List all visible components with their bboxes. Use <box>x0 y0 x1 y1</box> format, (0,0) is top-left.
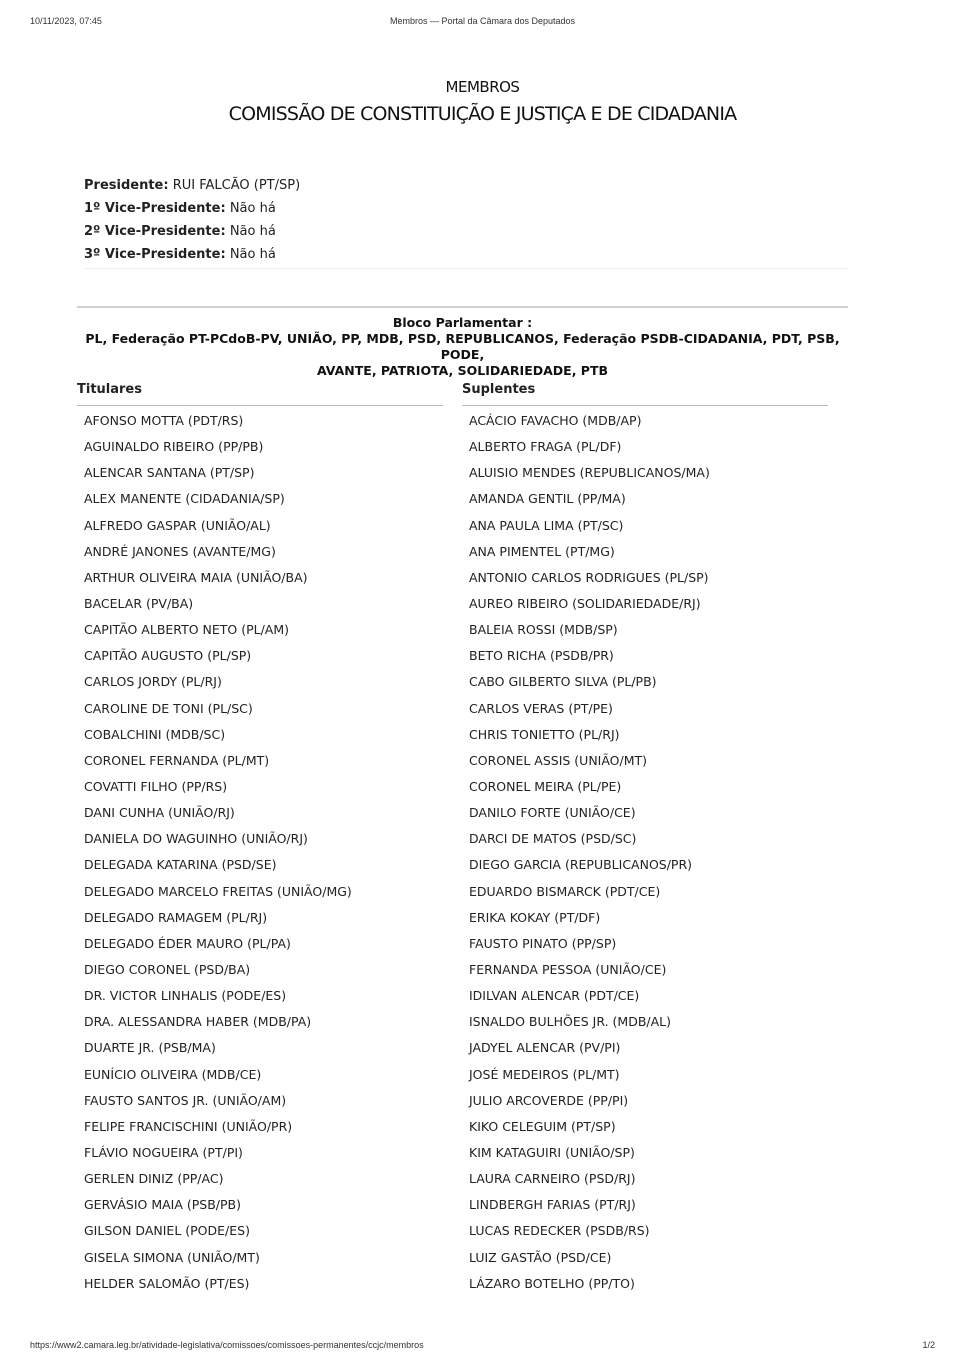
member-item[interactable]: CABO GILBERTO SILVA (PL/PB) <box>469 674 657 690</box>
member-item[interactable]: DUARTE JR. (PSB/MA) <box>84 1040 216 1056</box>
member-item[interactable]: AGUINALDO RIBEIRO (PP/PB) <box>84 439 264 455</box>
bloc-divider <box>77 306 848 308</box>
member-item[interactable]: ANDRÉ JANONES (AVANTE/MG) <box>84 543 276 559</box>
member-item[interactable]: DRA. ALESSANDRA HABER (MDB/PA) <box>84 1014 312 1030</box>
member-item[interactable]: FERNANDA PESSOA (UNIÃO/CE) <box>469 961 667 977</box>
member-item[interactable]: HELDER SALOMÃO (PT/ES) <box>84 1275 250 1291</box>
member-item[interactable]: LÁZARO BOTELHO (PP/TO) <box>469 1275 635 1291</box>
member-item[interactable]: DANILO FORTE (UNIÃO/CE) <box>469 805 636 821</box>
member-item[interactable]: DIEGO CORONEL (PSD/BA) <box>84 961 251 977</box>
member-item[interactable]: BACELAR (PV/BA) <box>84 595 194 611</box>
member-item[interactable]: JADYEL ALENCAR (PV/PI) <box>469 1040 621 1056</box>
member-item[interactable]: DIEGO GARCIA (REPUBLICANOS/PR) <box>469 857 693 873</box>
member-item[interactable]: ALENCAR SANTANA (PT/SP) <box>84 465 255 481</box>
bloc-parties-line2: AVANTE, PATRIOTA, SOLIDARIEDADE, PTB <box>316 363 609 378</box>
member-item[interactable]: AMANDA GENTIL (PP/MA) <box>469 491 626 507</box>
officer-vice-3 <box>84 243 848 266</box>
member-item[interactable]: ALFREDO GASPAR (UNIÃO/AL) <box>84 517 271 533</box>
officer-role: 3º Vice-Presidente: <box>84 247 226 262</box>
suplentes-header: Suplentes <box>462 380 828 406</box>
member-item[interactable]: COVATTI FILHO (PP/RS) <box>84 778 228 794</box>
member-item[interactable]: ALUISIO MENDES (REPUBLICANOS/MA) <box>469 465 710 481</box>
member-item[interactable]: AUREO RIBEIRO (SOLIDARIEDADE/RJ) <box>469 595 701 611</box>
member-item[interactable]: CAROLINE DE TONI (PL/SC) <box>84 700 253 716</box>
suplentes-list <box>462 406 828 1297</box>
member-item[interactable]: LUCAS REDECKER (PSDB/RS) <box>469 1223 650 1239</box>
member-item[interactable]: GERVÁSIO MAIA (PSB/PB) <box>84 1197 241 1213</box>
print-page-title: Membros — Portal da Câmara dos Deputados <box>389 16 576 26</box>
officer-value: RUI FALCÃO (PT/SP) <box>172 178 301 193</box>
member-item[interactable]: FAUSTO PINATO (PP/SP) <box>469 935 617 951</box>
officer-role: 1º Vice-Presidente: <box>84 201 226 216</box>
member-item[interactable]: BETO RICHA (PSDB/PR) <box>469 648 614 664</box>
member-item[interactable]: GILSON DANIEL (PODE/ES) <box>84 1223 250 1239</box>
member-item[interactable]: DARCI DE MATOS (PSD/SC) <box>469 831 637 847</box>
print-datetime: 10/11/2023, 07:45 <box>30 16 102 26</box>
officer-role: 2º Vice-Presidente: <box>84 224 226 239</box>
titulares-header: Titulares <box>77 380 443 406</box>
page-heading <box>0 78 965 125</box>
print-page-number: 1/2 <box>922 1340 935 1350</box>
member-item[interactable]: ERIKA KOKAY (PT/DF) <box>469 909 601 925</box>
member-item[interactable]: ANA PAULA LIMA (PT/SC) <box>469 517 624 533</box>
member-item[interactable]: KIKO CELEGUIM (PT/SP) <box>469 1118 616 1134</box>
member-item[interactable]: IDILVAN ALENCAR (PDT/CE) <box>469 988 640 1004</box>
heading-membros: MEMBROS <box>445 78 520 96</box>
member-item[interactable]: DELEGADO ÉDER MAURO (PL/PA) <box>84 935 291 951</box>
member-item[interactable]: EDUARDO BISMARCK (PDT/CE) <box>469 883 661 899</box>
member-item[interactable]: CORONEL ASSIS (UNIÃO/MT) <box>469 752 648 768</box>
member-item[interactable]: CAPITÃO ALBERTO NETO (PL/AM) <box>84 622 290 638</box>
member-item[interactable]: DANI CUNHA (UNIÃO/RJ) <box>84 805 235 821</box>
member-item[interactable]: JOSÉ MEDEIROS (PL/MT) <box>469 1066 620 1082</box>
member-item[interactable]: FLÁVIO NOGUEIRA (PT/PI) <box>84 1144 243 1160</box>
bloc-parlamentar <box>77 315 848 379</box>
officer-value: Não há <box>229 224 276 239</box>
member-item[interactable]: ANTONIO CARLOS RODRIGUES (PL/SP) <box>469 569 709 585</box>
member-item[interactable]: ALBERTO FRAGA (PL/DF) <box>469 439 622 455</box>
member-item[interactable]: FELIPE FRANCISCHINI (UNIÃO/PR) <box>84 1118 293 1134</box>
member-item[interactable]: FAUSTO SANTOS JR. (UNIÃO/AM) <box>84 1092 287 1108</box>
officer-vice-1 <box>84 197 848 220</box>
member-item[interactable]: DELEGADO RAMAGEM (PL/RJ) <box>84 909 268 925</box>
titulares-list <box>77 406 443 1297</box>
member-item[interactable]: DR. VICTOR LINHALIS (PODE/ES) <box>84 988 287 1004</box>
member-item[interactable]: ANA PIMENTEL (PT/MG) <box>469 543 615 559</box>
officer-value: Não há <box>229 247 276 262</box>
member-item[interactable]: LINDBERGH FARIAS (PT/RJ) <box>469 1197 636 1213</box>
member-item[interactable]: CARLOS JORDY (PL/RJ) <box>84 674 222 690</box>
officers-list <box>84 174 848 269</box>
suplentes-column <box>462 380 828 1297</box>
member-item[interactable]: CARLOS VERAS (PT/PE) <box>469 700 613 716</box>
member-item[interactable]: CORONEL MEIRA (PL/PE) <box>469 778 622 794</box>
officer-role: Presidente: <box>84 178 169 193</box>
member-item[interactable]: AFONSO MOTTA (PDT/RS) <box>84 413 244 428</box>
member-item[interactable]: EUNÍCIO OLIVEIRA (MDB/CE) <box>84 1066 262 1082</box>
member-item[interactable]: LUIZ GASTÃO (PSD/CE) <box>469 1249 612 1265</box>
member-item[interactable]: ISNALDO BULHÕES JR. (MDB/AL) <box>469 1014 671 1030</box>
member-item[interactable]: ARTHUR OLIVEIRA MAIA (UNIÃO/BA) <box>84 569 308 585</box>
officer-value: Não há <box>229 201 276 216</box>
member-item[interactable]: COBALCHINI (MDB/SC) <box>84 726 226 742</box>
member-item[interactable]: CHRIS TONIETTO (PL/RJ) <box>469 726 620 742</box>
member-item[interactable]: ALEX MANENTE (CIDADANIA/SP) <box>84 491 285 507</box>
member-item[interactable]: JULIO ARCOVERDE (PP/PI) <box>469 1092 629 1108</box>
member-item[interactable]: BALEIA ROSSI (MDB/SP) <box>469 622 618 638</box>
bloc-parties-line1: PL, Federação PT-PCdoB-PV, UNIÃO, PP, MDB, PSD, REPUBLICANOS, Federação PSDB-CIDADANIA, PDT, PSB, PODE, <box>85 331 840 362</box>
member-item[interactable]: CAPITÃO AUGUSTO (PL/SP) <box>84 648 252 664</box>
member-item[interactable]: ACÁCIO FAVACHO (MDB/AP) <box>469 413 642 428</box>
print-url: https://www2.camara.leg.br/atividade-legislativa/comissoes/comissoes-permanentes/ccjc/membros <box>30 1340 424 1350</box>
bloc-title: Bloco Parlamentar : <box>392 315 533 330</box>
member-item[interactable]: DANIELA DO WAGUINHO (UNIÃO/RJ) <box>84 831 308 847</box>
titulares-column <box>77 380 443 1297</box>
member-item[interactable]: DELEGADA KATARINA (PSD/SE) <box>84 857 277 873</box>
member-item[interactable]: DELEGADO MARCELO FREITAS (UNIÃO/MG) <box>84 883 352 899</box>
committee-title: COMISSÃO DE CONSTITUIÇÃO E JUSTIÇA E DE CIDADANIA <box>228 103 737 125</box>
member-item[interactable]: LAURA CARNEIRO (PSD/RJ) <box>469 1171 636 1187</box>
officer-vice-2 <box>84 220 848 243</box>
member-item[interactable]: CORONEL FERNANDA (PL/MT) <box>84 752 270 768</box>
member-item[interactable]: GISELA SIMONA (UNIÃO/MT) <box>84 1249 260 1265</box>
officer-presidente <box>84 174 848 197</box>
member-item[interactable]: KIM KATAGUIRI (UNIÃO/SP) <box>469 1144 635 1160</box>
member-item[interactable]: GERLEN DINIZ (PP/AC) <box>84 1171 224 1187</box>
